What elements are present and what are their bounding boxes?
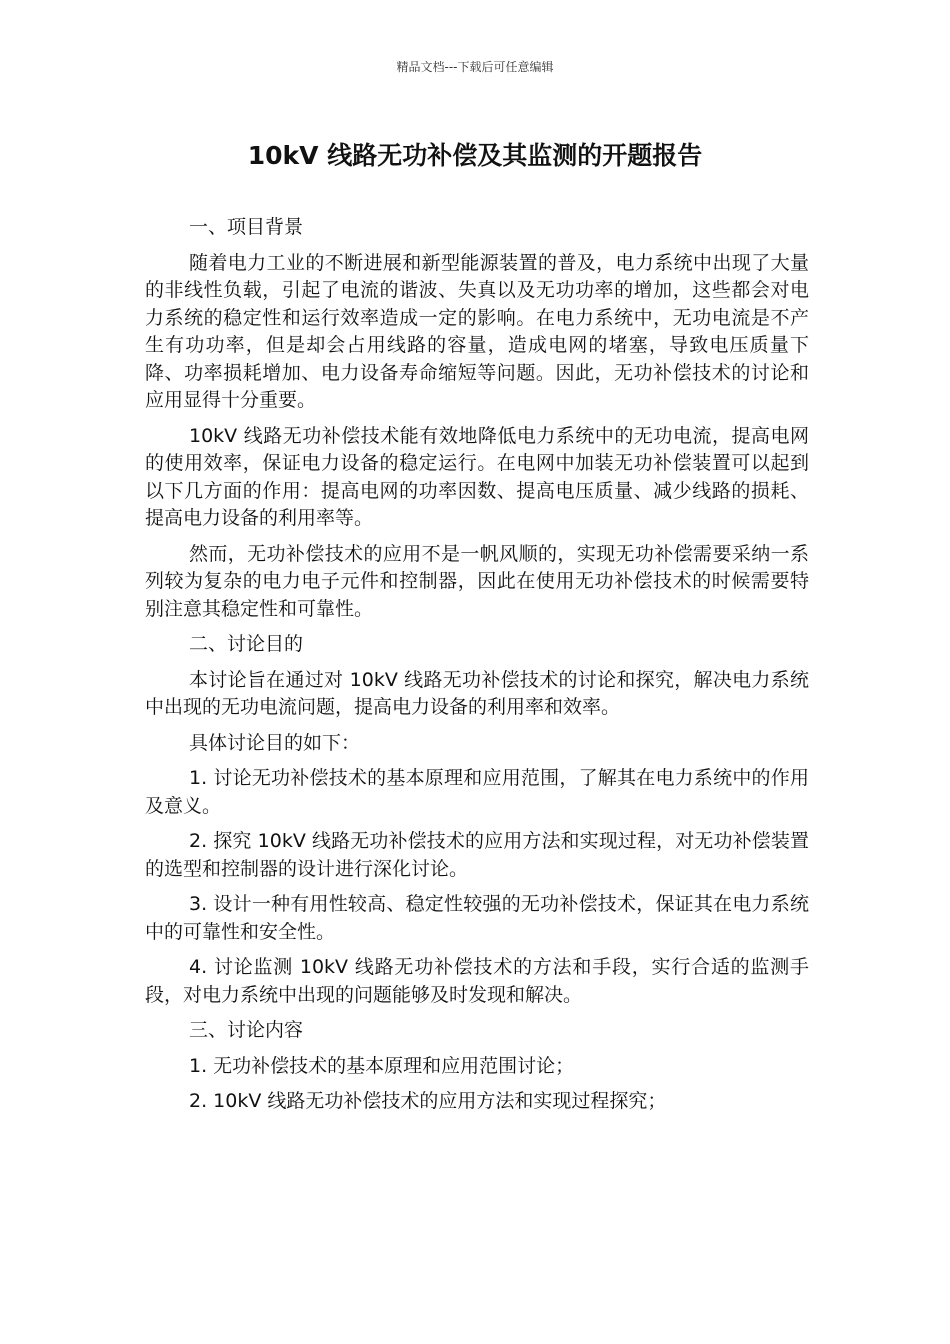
section-heading-content: 三、讨论内容 — [189, 1019, 304, 1041]
paragraph: 随着电力工业的不断进展和新型能源装置的普及，电力系统中出现了大量的非线性负载，引起了电流的谐波、失真以及无功功率的增加，这些都会对电力系统的稳定性和运行效率造成一定的影响。在电力系统中，无功电流是不产生有功功率，但是却会占用线路的容量，造成电网的堵塞，导致电压质量下降、功率损耗增加、电力设备寿命缩短等问题。因此，无功补偿技术的讨论和应用显得十分重要。 — [145, 251, 809, 411]
paragraph: 10kV 线路无功补偿技术能有效地降低电力系统中的无功电流，提高电网的使用效率，保证电力设备的稳定运行。在电网中加装无功补偿装置可以起到以下几方面的作用：提高电网的功率因数、提高电压质量、减少线路的损耗、提高电力设备的利用率等。 — [145, 424, 809, 529]
list-item: 1. 无功补偿技术的基本原理和应用范围讨论； — [189, 1054, 575, 1077]
page-header: 精品文档---下载后可任意编辑 — [396, 60, 554, 74]
paragraph: 本讨论旨在通过对 10kV 线路无功补偿技术的讨论和探究，解决电力系统中出现的无功电流问题，提高电力设备的利用率和效率。 — [145, 668, 809, 718]
list-item: 2. 10kV 线路无功补偿技术的应用方法和实现过程探究； — [189, 1090, 667, 1112]
section-heading-purpose: 二、讨论目的 — [189, 633, 304, 655]
document-title: 10kV 线路无功补偿及其监测的开题报告 — [247, 141, 703, 170]
list-item: 1. 讨论无功补偿技术的基本原理和应用范围，了解其在电力系统中的作用及意义。 — [145, 767, 809, 817]
list-item: 3. 设计一种有用性较高、稳定性较强的无功补偿技术，保证其在电力系统中的可靠性和安全性。 — [145, 893, 809, 943]
list-item: 2. 探究 10kV 线路无功补偿技术的应用方法和实现过程，对无功补偿装置的选型和控制器的设计进行深化讨论。 — [145, 830, 809, 880]
document-body — [145, 214, 809, 1124]
list-item: 4. 讨论监测 10kV 线路无功补偿技术的方法和手段，实行合适的监测手段，对电力系统中出现的问题能够及时发现和解决。 — [145, 956, 809, 1006]
paragraph: 然而，无功补偿技术的应用不是一帆风顺的，实现无功补偿需要采纳一系列较为复杂的电力电子元件和控制器，因此在使用无功补偿技术的时候需要特别注意其稳定性和可靠性。 — [145, 542, 809, 620]
paragraph: 具体讨论目的如下： — [189, 731, 361, 754]
section-heading-background: 一、项目背景 — [189, 216, 304, 238]
